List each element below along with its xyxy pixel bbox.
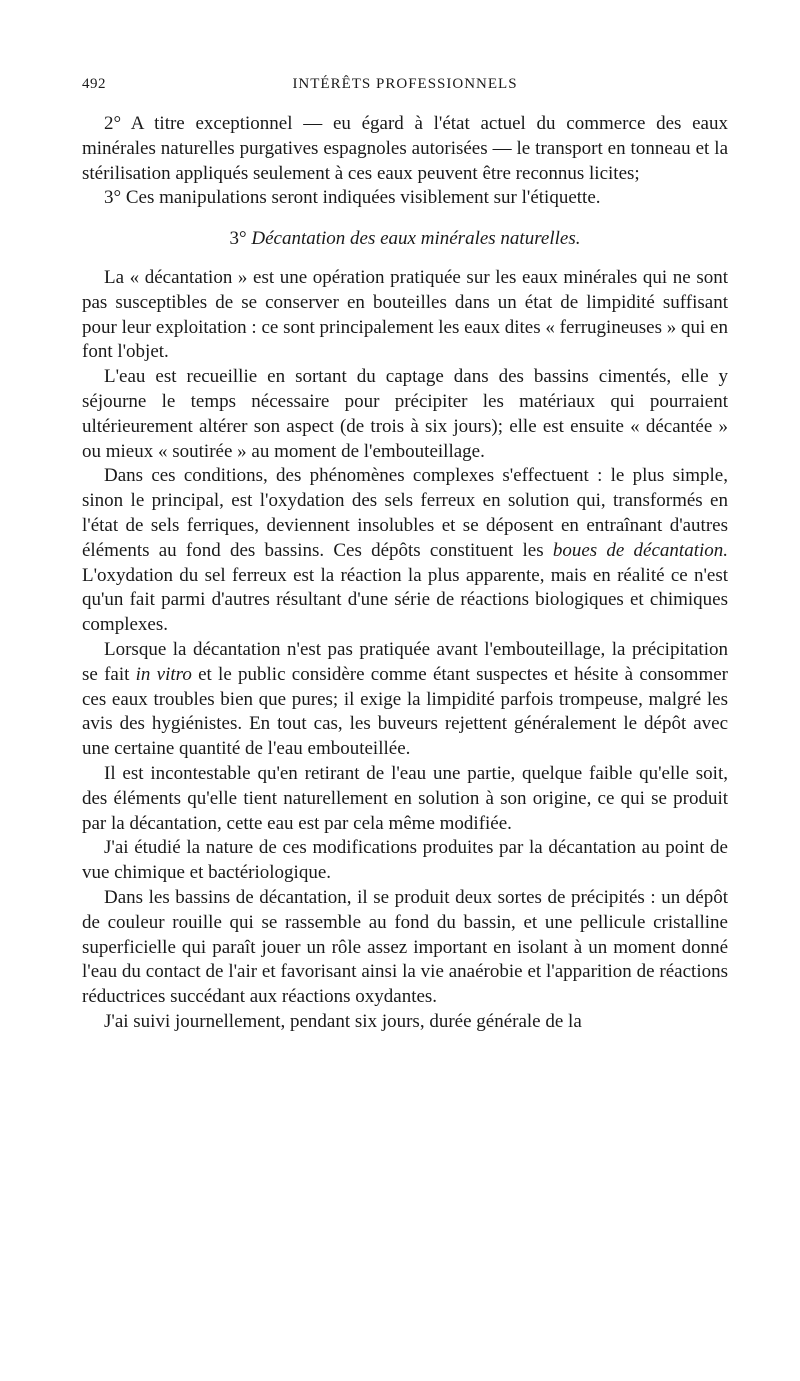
section-title: Décantation des eaux minérales naturelles. [251,228,581,250]
paragraph-4 [82,638,728,762]
body-text [82,112,728,1035]
section-number: 3° [229,228,247,250]
paragraph-1: La « décantation » est une opération pratiquée sur les eaux minérales qui ne sont pas susceptibles de se conserver en bouteilles dans un état de limpidité suffisant pour leur exploitation : ce sont principalement les eaux dites « ferrugineuses » qui en font l'objet. [82,266,728,363]
paragraph-2: L'eau est recueillie en sortant du captage dans des bassins cimentés, elle y séjourne le temps nécessaire pour précipiter les matériaux qui pourraient ultérieurement altérer son aspect (de trois à six jours); elle est ensuite « décantée » ou mieux « soutirée » au moment de l'embouteillage. [82,366,728,462]
paragraph-4-text-a: Lorsque la décantation n'est pas pratiquée avant l'embouteillage, la précipitation se fait [82,638,728,685]
list-item-3: 3° Ces manipulations seront indiquées visiblement sur l'étiquette. [104,187,601,209]
document-page [82,72,728,1035]
paragraph-3-text-a: Dans ces conditions, des phénomènes complexes s'effectuent : le plus simple, sinon le principal, est l'oxydation des sels ferreux en solution qui, transformés en l'état de sels ferriques, deviennent insolubles et se déposent en entraînant d'autres éléments au fond des bassins. Ces dépôts constituent les [82,465,728,561]
paragraph-3-text-b: L'oxydation du sel ferreux est la réaction la plus apparente, mais en réalité ce n'est qu'un fait parmi d'autres résultant d'une série de réactions biologiques et chimiques complexes. [82,564,728,636]
paragraph-3 [82,464,728,638]
paragraph-4-text-b: et le public considère comme étant suspectes et hésite à consommer ces eaux troubles bien que pures; il exige la limpidité parfois trompeuse, malgré les avis des hygiénistes. En tout cas, les buveurs rejettent généralement le dépôt avec une certaine quantité de l'eau embouteillée. [82,663,728,760]
paragraph-3-italic: boues de décantation. [552,539,728,561]
page-header [82,72,728,98]
page-number: 492 [82,76,106,92]
paragraph-4-italic: in vitro [135,663,192,685]
paragraph-8: J'ai suivi journellement, pendant six jours, durée générale de la [104,1010,582,1032]
running-head: INTÉRÊTS PROFESSIONNELS [292,76,518,92]
paragraph-6: J'ai étudié la nature de ces modifications produites par la décantation au point de vue chimique et bactériologique. [82,837,728,884]
list-item-2: 2° A titre exceptionnel — eu égard à l'état actuel du commerce des eaux minérales naturelles purgatives espagnoles autorisées — le transport en tonneau et la stérilisation appliqués seulement à ces eaux peuvent être reconnus licites; [82,113,728,184]
section-heading [82,227,728,252]
paragraph-7: Dans les bassins de décantation, il se produit deux sortes de précipités : un dépôt de couleur rouille qui se rassemble au fond du bassin, et une pellicule cristalline superficielle qui paraît jouer un rôle assez important en isolant à un moment donné l'eau du contact de l'air et favorisant ainsi la vie anaérobie et l'apparition de réactions réductrices succédant aux réactions oxydantes. [82,886,728,1008]
paragraph-5: Il est incontestable qu'en retirant de l'eau une partie, quelque faible qu'elle soit, des éléments qu'elle tient naturellement en solution à son origine, ce qui se produit par la décantation, cette eau est par cela même modifiée. [82,762,728,834]
